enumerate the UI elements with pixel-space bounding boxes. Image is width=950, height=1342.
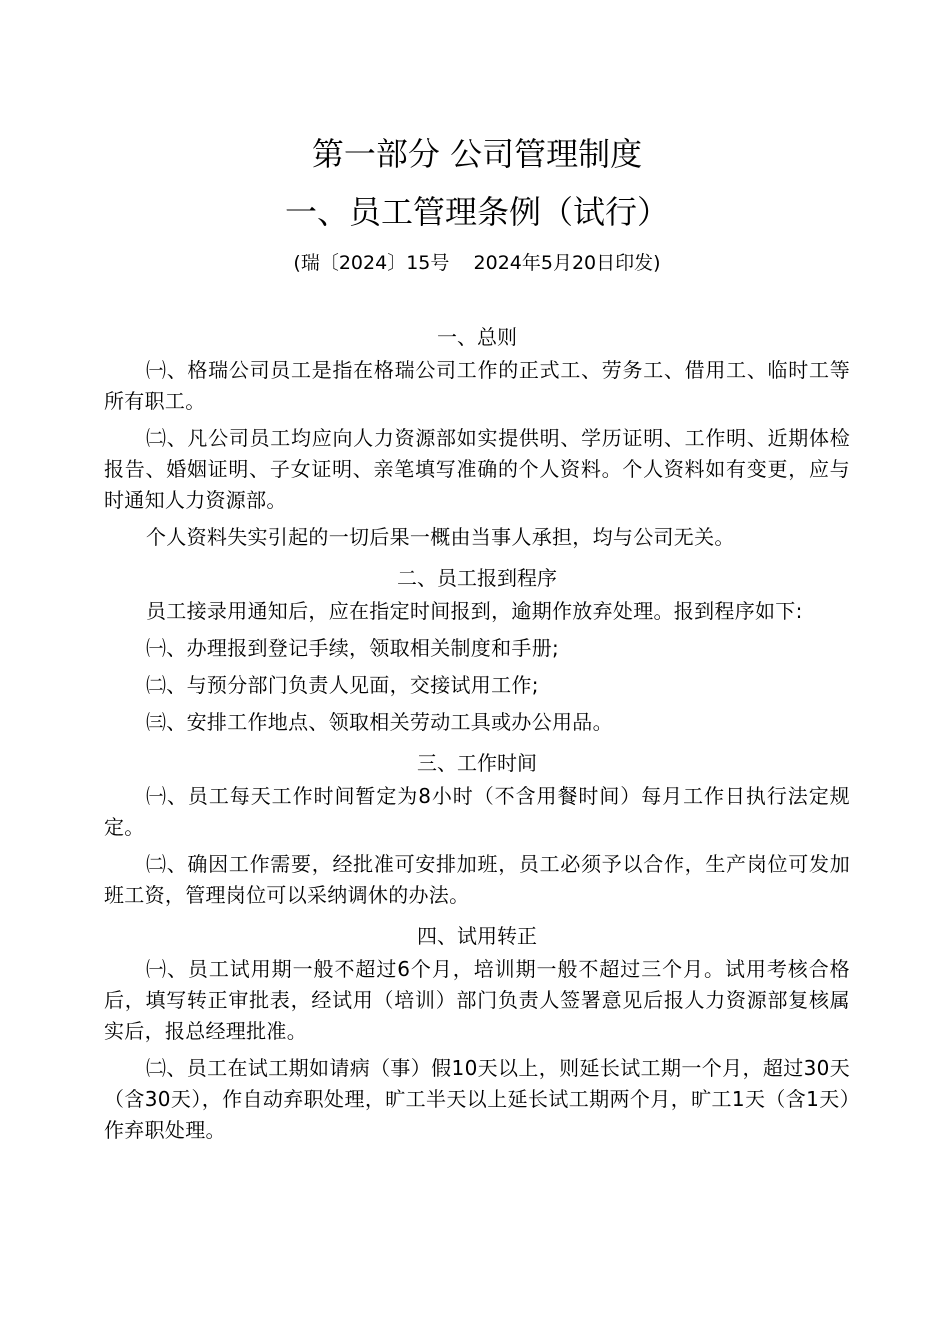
paragraph: ㈢、安排工作地点、领取相关劳动工具或办公用品。 xyxy=(146,710,613,734)
paragraph: ㈠、员工试用期一般不超过6个月，培训期一般不超过三个月。试用考核合格后，填写转正审批表，经试用（培训）部门负责人签署意见后报人力资源部复核属实后，报总经理批准。 xyxy=(104,957,850,1043)
paragraph: ㈡、确因工作需要，经批准可安排加班，员工必须予以合作，生产岗位可发加班工资，管理岗位可以采纳调休的办法。 xyxy=(104,852,850,907)
document-page xyxy=(104,132,850,1152)
paragraph: 个人资料失实引起的一切后果一概由当事人承担，均与公司无关。 xyxy=(146,525,735,549)
paragraph: ㈡、员工在试工期如请病（事）假10天以上，则延长试工期一个月，超过30天（含30天），作自动弃职处理，旷工半天以上延长试工期两个月，旷工1天（含1天）作弃职处理。 xyxy=(104,1056,850,1142)
paragraph: ㈠、员工每天工作时间暂定为8小时（不含用餐时间）每月工作日执行法定规定。 xyxy=(104,784,850,839)
section-heading-probation: 四、试用转正 xyxy=(417,924,537,948)
paragraph: ㈠、办理报到登记手续，领取相关制度和手册; xyxy=(146,636,560,660)
section-heading-working-hours: 三、工作时间 xyxy=(417,751,537,775)
section-heading-general: 一、总则 xyxy=(437,325,517,349)
document-title: 一、员工管理条例（试行） xyxy=(284,193,669,231)
paragraph: ㈡、与预分部门负责人见面，交接试用工作; xyxy=(146,673,539,697)
part-title: 第一部分 公司管理制度 xyxy=(311,135,643,173)
paragraph: 员工接录用通知后，应在指定时间报到，逾期作放弃处理。报到程序如下: xyxy=(146,599,803,623)
section-heading-reporting: 二、员工报到程序 xyxy=(397,566,557,590)
paragraph: ㈠、格瑞公司员工是指在格瑞公司工作的正式工、劳务工、借用工、临时工等所有职工。 xyxy=(104,358,850,413)
document-number: (瑞〔2024〕15号 2024年5月20日印发) xyxy=(293,252,661,274)
paragraph: ㈡、凡公司员工均应向人力资源部如实提供明、学历证明、工作明、近期体检报告、婚姻证明、子女证明、亲笔填写准确的个人资料。个人资料如有变更，应与时通知人力资源部。 xyxy=(104,426,850,512)
